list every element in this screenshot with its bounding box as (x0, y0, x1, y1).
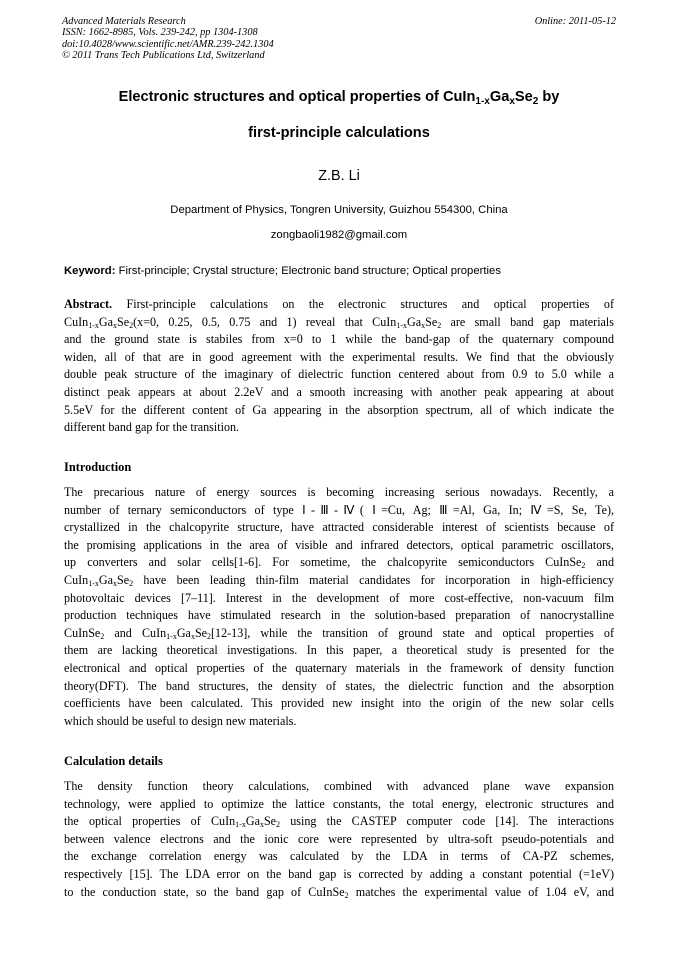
paper-title-line-2: first-principle calculations (248, 125, 430, 141)
intro-line: number of ternary semiconductors of type Ⅰ-Ⅲ-Ⅳ( Ⅰ=Cu, Ag; Ⅲ=Al, Ga, In; Ⅳ=S, Se, Te), (64, 502, 614, 517)
calculation-heading: Calculation details (64, 754, 163, 768)
abstract-paragraph (64, 296, 614, 437)
issn-line: ISSN: 1662-8985, Vols. 239-242, pp 1304-1308 (62, 27, 258, 39)
intro-line: $CuIn_{1-x}Ga_xSe_2$ have been leading thin-film material candidates for incorporation in high-efficiency (64, 572, 614, 588)
calc-line: technology, were applied to optimize the lattice constants, the total energy, electronic structures and (64, 796, 614, 811)
doi-line: doi:10.4028/www.scientific.net/AMR.239-242.1304 (62, 38, 274, 50)
paper-title-line-1: Electronic structures and optical properties of $CuIn_{1-x}Ga_xSe_2$ by (118, 89, 560, 107)
abstract-label: Abstract. (64, 297, 113, 311)
copyright-line: © 2011 Trans Tech Publications Ltd, Switzerland (62, 50, 265, 62)
intro-line: photovoltaic devices [7–11]. Interest in the development of more cost-effective, non-vacuum film (64, 590, 614, 605)
intro-line: which should be useful to design new materials. (64, 713, 297, 728)
abstract-line: $CuIn_{1-x}Ga_xSe_2(x=0$, 0.25, 0.5, 0.75 and 1) reveal that $CuIn_{1-x}Ga_xSe_2$ are small band gap materials (64, 314, 614, 330)
intro-line: them are lacking theoretical investigations. In this paper, a theoretical study is presented for the (64, 643, 614, 658)
keyword-text: First-principle; Crystal structure; Electronic band structure; Optical properties (115, 265, 501, 277)
intro-line: CuInSe$_2$ and $CuIn_{1-x}Ga_xSe_2[12-13]$, while the transition of ground state and optical properties of (64, 625, 615, 641)
abstract-line: and the ground state is stabiles from x=0 to 1 while the band-gap of the quaternary compound (64, 332, 614, 347)
introduction-paragraph (64, 484, 614, 730)
calc-line: between valence electrons and the ionic core were represented by ultra-soft pseudo-potentials and (64, 831, 614, 846)
calc-line: The density function theory calculations, combined with advanced plane wave expansion (64, 779, 614, 793)
journal-name: Advanced Materials Research (62, 16, 186, 27)
abstract-line: Abstract. First-principle calculations on the electronic structures and optical properties of (64, 297, 614, 311)
abstract-line: 5.5eV for the different content of Ga appearing in the absorption spectrum, all of which indicate the (64, 402, 614, 417)
introduction-heading: Introduction (64, 460, 132, 474)
calc-line: respectively [15]. The LDA error on the band gap is corrected by adding a constant potential (=1eV) (64, 866, 614, 881)
intro-line: electronical and optical properties of the quaternary materials in the framework of density function (64, 660, 614, 675)
calc-line: the optical properties of $CuIn_{1-x}Ga_xSe_2$ using the CASTEP computer code [14]. The interactions (64, 814, 614, 830)
intro-line: coefficients have been calculated. This provided new insight into the origin of the new solar cells (64, 696, 614, 711)
author-email[interactable]: zongbaoli1982@gmail.com (270, 229, 408, 241)
intro-line: up converters and solar cells[1-6]. For sometime, the chalcopyrite semiconductors CuInSe$_2$ and (64, 555, 614, 571)
abstract-line: distinct peak appears at about 2.2eV and a smooth increasing with another peak appearing at about (64, 384, 614, 399)
author-name: Z.B. Li (318, 168, 360, 184)
intro-line: The precarious nature of energy sources is becoming increasing serious nowadays. Recently, a (64, 485, 614, 499)
abstract-line: different band gap for the transition. (64, 420, 240, 435)
calculation-paragraph (64, 778, 614, 901)
intro-line: the promising applications in the area of visible and infrared detectors, optical parametric oscillators, (64, 537, 614, 552)
intro-line: production techniques have stimulated research in the solution-based preparation of nanocrystalline (64, 608, 614, 623)
author-affiliation: Department of Physics, Tongren University, Guizhou 554300, China (170, 204, 508, 216)
online-date: Online: 2011-05-12 (534, 16, 616, 27)
intro-line: theory(DFT). The band structures, the density of states, the dielectric function and the absorption (64, 678, 614, 693)
journal-header (62, 16, 616, 62)
abstract-line: widen, all of that are in good agreement with the experimental results. We find that the obviously (64, 349, 614, 364)
header-left (62, 16, 274, 62)
keywords (64, 265, 616, 277)
calc-line: to the conduction state, so the band gap of CuInSe$_2$ matches the experimental value of 1.04 eV, and (64, 884, 614, 900)
intro-line: crystallized in the chalcopyrite structure, have attracted considerable interest of scientists because of (64, 520, 614, 535)
abstract-line: double peak structure of the imaginary of dielectric function centered about from 0.9 to 5.0 while a (64, 367, 614, 382)
calc-line: the exchange correlation energy was calculated by the LDA in terms of CA-PZ schemes, (64, 849, 614, 864)
keyword-label: Keyword: (64, 265, 116, 277)
